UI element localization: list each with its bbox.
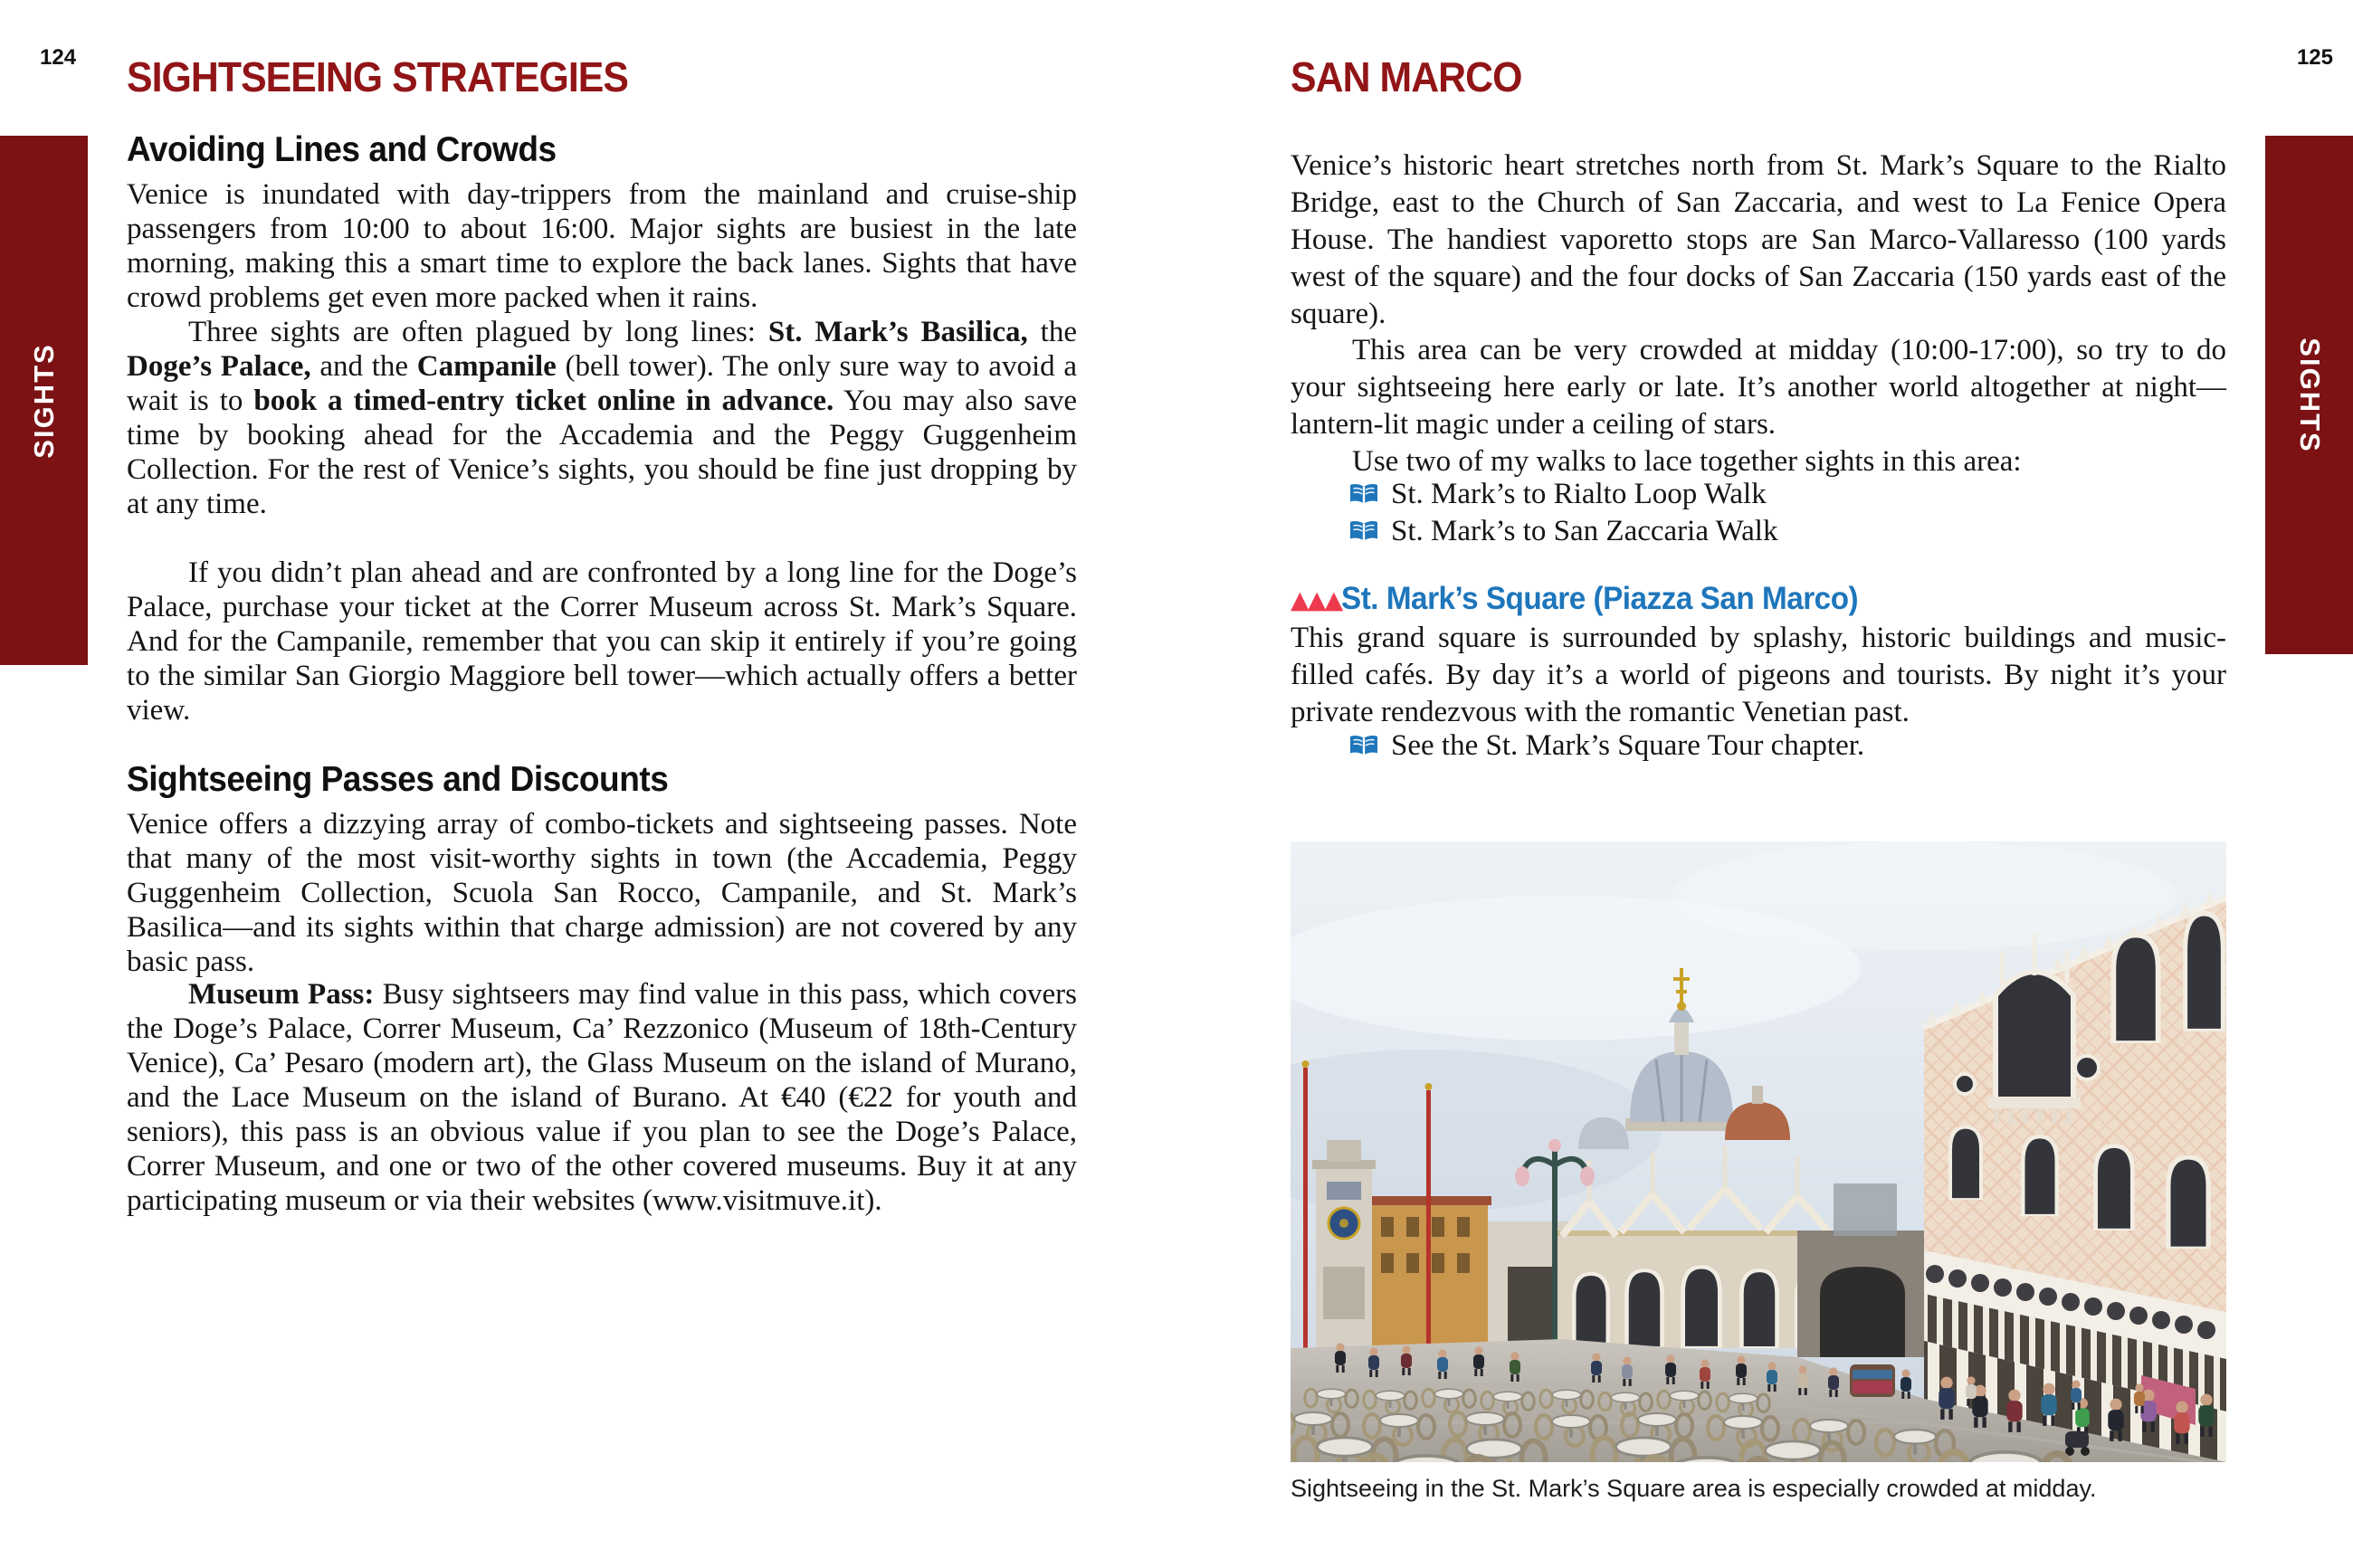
subhead-avoiding-lines: Avoiding Lines and Crowds [127,130,557,169]
ornate-window [1988,934,2081,1124]
rating-triangles: ▲▲▲ [1291,586,1342,614]
listing-heading [1291,581,1885,617]
paragraph: Venice offers a dizzying array of combo-tickets and sightseeing passes. Note that many of the most visit-worthy sights in town (the Accademia, Peggy Guggenheim Collection, Scuola San Rocco, Campanile, and St. Mark’s Basilica—and its sights within that charge admission) are not covered by any basic pass. [127,808,1077,978]
page-number-left: 124 [40,45,77,70]
page-title-left: SIGHTSEEING STRATEGIES [127,53,628,100]
open-book-icon [1348,482,1379,507]
souvenir-cart [1850,1364,1895,1397]
walk-item-rialto-loop [1348,478,1767,511]
subhead-passes-discounts: Sightseeing Passes and Discounts [127,760,669,799]
open-book-icon [1348,734,1379,758]
walks-lead-line: Use two of my walks to lace together sights in this area: [1352,445,2022,478]
paragraph: Three sights are often plagued by long lines: St. Mark’s Basilica, the Doge’s Palace, and the Campanile (bell tower). The only sure way to avoid a wait is to book a timed-entry ticket online in advance. You may also save time by booking ahead for the Accademia and the Peggy Guggenheim Collection. For the rest of Venice’s sights, you should be fine just dropping by at any time. [127,316,1077,520]
sights-tab-label: SIGHTS [27,342,60,459]
paragraph: Venice’s historic heart stretches north from St. Mark’s Square to the Rialto Bridge, east to the Church of San Zaccaria, and west to La Fenice Opera House. The handiest vaporetto stops are San Marco-Vallaresso (100 yards west of the square) and the four docks of San Zaccaria (150 yards east of the square). [1291,149,2226,330]
paragraph: Venice is inundated with day-trippers from the mainland and cruise-ship passengers from 10:00 to about 16:00. Major sights are busiest in the late morning, making this a smart time to explore the back lanes. Sights that have crowd problems get even more packed when it rains. [127,178,1077,314]
listing-title: St. Mark’s Square (Piazza San Marco) [1341,581,1859,616]
see-also-line [1348,729,1864,763]
sights-tab-left [0,136,88,665]
square-photo [1291,841,2226,1462]
paragraph: If you didn’t plan ahead and are confronted by a long line for the Doge’s Palace, purchase your ticket at the Correr Museum across St. Mark’s Square. And for the Campanile, remember that you can skip it entirely if you’re going to the similar San Giorgio Maggiore bell tower—which actually offers a better view. [127,556,1077,727]
clock-tower [1312,1140,1376,1348]
walk-item-san-zaccaria [1348,515,1777,548]
paragraph: Museum Pass: Busy sightseers may find value in this pass, which covers the Doge’s Palace, Correr Museum, Ca’ Rezzonico (Museum of 18th-Century Venice), Ca’ Pesaro (modern art), the Glass Museum on the island of Murano, and the Lace Museum on the island of Burano. At €40 (€22 for youth and seniors), this pass is an obvious value if you plan to see the Doge’s Palace, Correr Museum, and one or two of the other covered museums. Buy it at any participating museum or via their websites (www.visitmuve.it). [127,978,1078,1217]
open-book-icon [1348,519,1379,544]
sights-tab-right [2265,136,2353,654]
walk-item-label: St. Mark’s to Rialto Loop Walk [1391,478,1767,510]
paragraph: This grand square is surrounded by splashy, historic buildings and music-filled cafés. By day it’s a world of pigeons and tourists. By night it’s your private rendezvous with the romantic Venetian past. [1291,622,2226,728]
sights-tab-label: SIGHTS [2293,337,2326,453]
photo-caption: Sightseeing in the St. Mark’s Square area is especially crowded at midday. [1291,1475,2097,1502]
paragraph: This area can be very crowded at midday (10:00-17:00), so try to do your sightseeing here early or late. It’s another world altogether at night—lantern-lit magic under a ceiling of stars. [1291,334,2226,441]
page-title-right: SAN MARCO [1291,53,1522,100]
page-number-right: 125 [2296,45,2333,70]
walk-item-label: St. Mark’s to San Zaccaria Walk [1391,515,1778,547]
see-also-label: See the St. Mark’s Square Tour chapter. [1391,729,1865,762]
